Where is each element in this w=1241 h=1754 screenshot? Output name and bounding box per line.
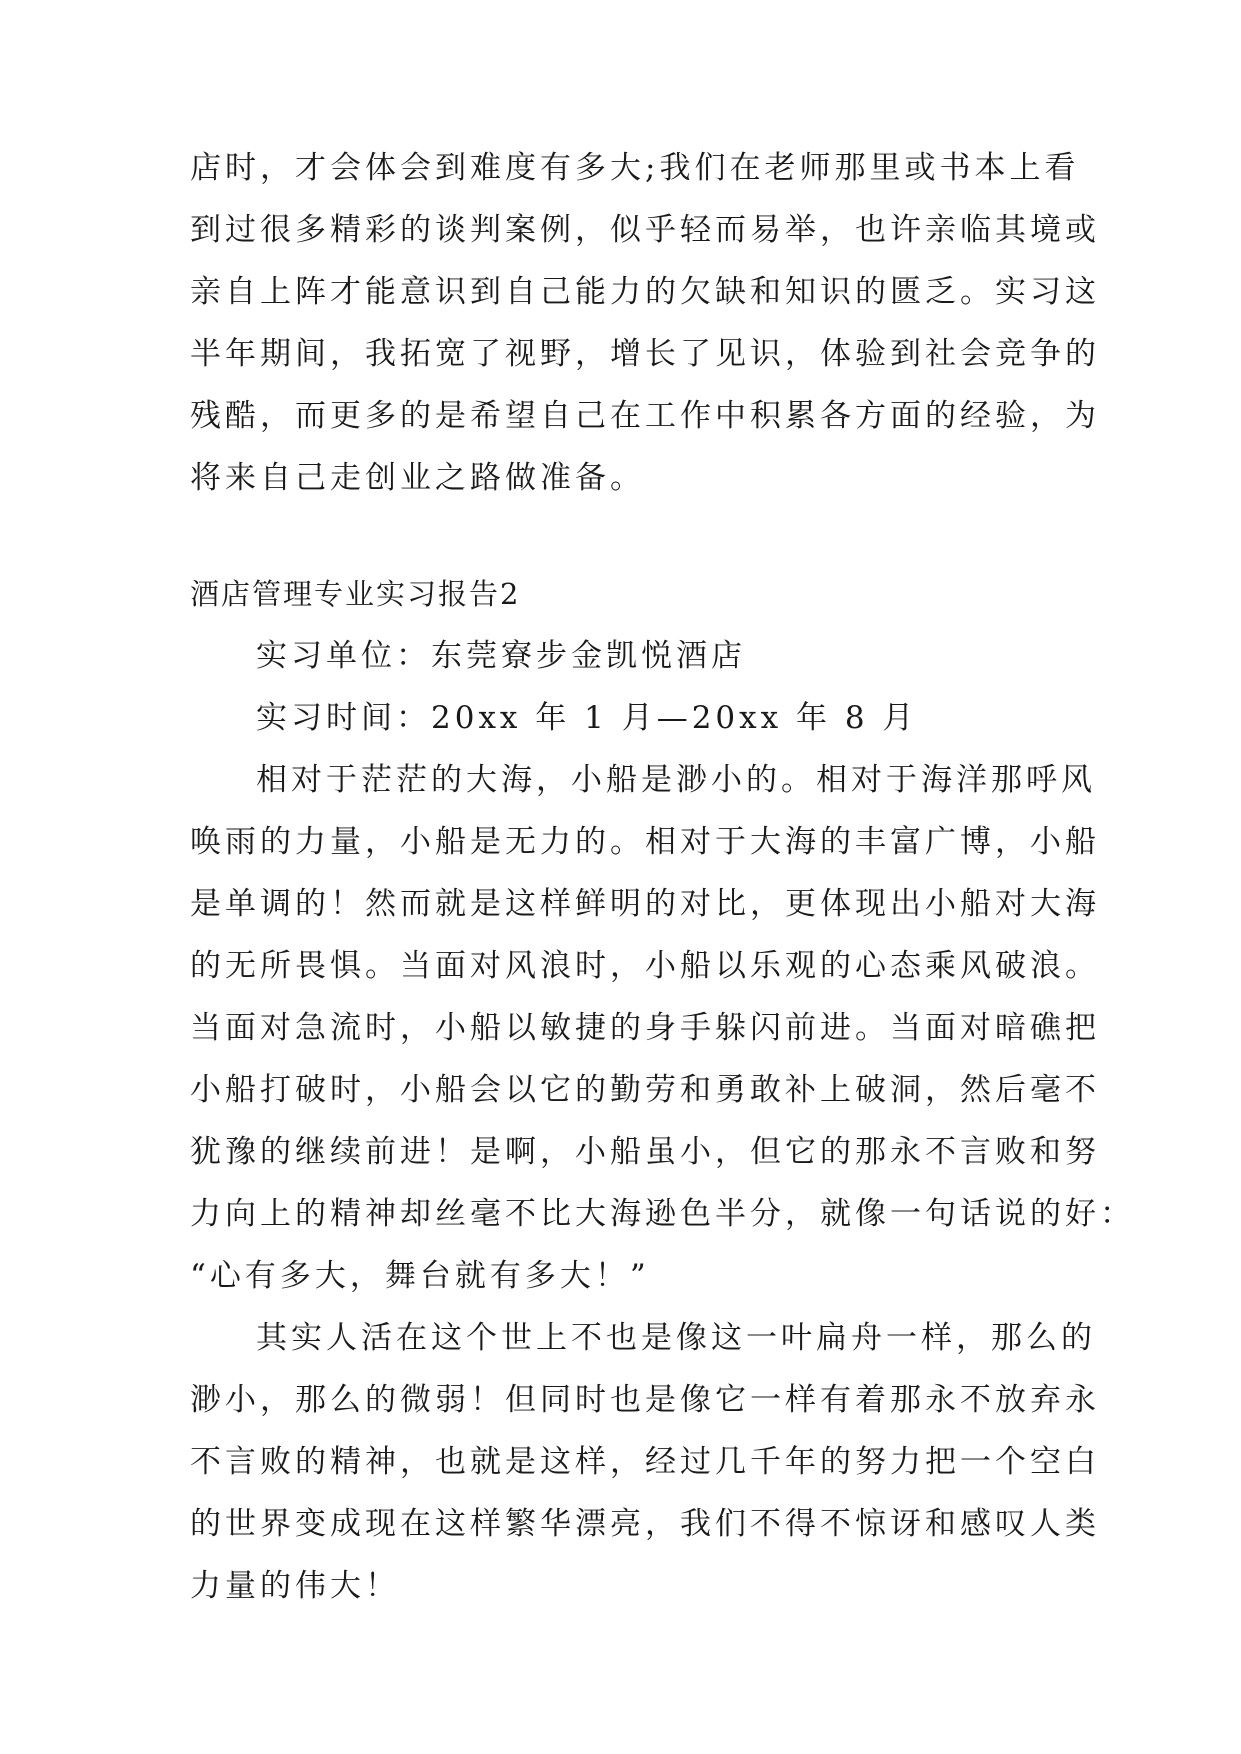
continued-paragraph xyxy=(190,137,1100,509)
section-heading: 酒店管理专业实习报告2 xyxy=(190,577,521,611)
text-line: 将来自己走创业之路做准备。 xyxy=(190,460,645,496)
text-line: 犹豫的继续前进！是啊，小船虽小，但它的那永不言败和努 xyxy=(190,1134,1100,1170)
text-line: “心有多大，舞台就有多大！” xyxy=(190,1258,650,1294)
text-line: 其实人活在这个世上不也是像这一叶扁舟一样，那么的 xyxy=(256,1320,1096,1356)
paragraph-1 xyxy=(190,749,1135,1307)
text-line: 唤雨的力量，小船是无力的。相对于大海的丰富广博，小船 xyxy=(190,824,1100,860)
text-line: 到过很多精彩的谈判案例，似乎轻而易举，也许亲临其境或 xyxy=(190,212,1100,248)
report-section xyxy=(190,563,1135,1617)
text-line: 不言败的精神，也就是这样，经过几千年的努力把一个空白 xyxy=(190,1444,1100,1480)
text-line: 小船打破时，小船会以它的勤劳和勇敢补上破洞，然后毫不 xyxy=(190,1072,1100,1108)
text-line: 渺小，那么的微弱！但同时也是像它一样有着那永不放弃永 xyxy=(190,1382,1100,1418)
text-line: 亲自上阵才能意识到自己能力的欠缺和知识的匮乏。实习这 xyxy=(190,274,1100,310)
text-line: 残酷，而更多的是希望自己在工作中积累各方面的经验，为 xyxy=(190,398,1100,434)
text-line: 的世界变成现在这样繁华漂亮，我们不得不惊讶和感叹人类 xyxy=(190,1506,1100,1542)
text-line: 相对于茫茫的大海，小船是渺小的。相对于海洋那呼风 xyxy=(256,762,1096,798)
text-line: 力量的伟大！ xyxy=(190,1568,400,1604)
internship-unit: 实习单位：东莞寮步金凯悦酒店 xyxy=(256,638,746,674)
internship-time: 实习时间：20xx 年 1 月—20xx 年 8 月 xyxy=(256,700,918,736)
text-line: 店时，才会体会到难度有多大;我们在老师那里或书本上看 xyxy=(190,150,1080,186)
text-line: 力向上的精神却丝毫不比大海逊色半分，就像一句话说的好： xyxy=(190,1196,1135,1232)
paragraph-2 xyxy=(190,1307,1100,1617)
text-line: 是单调的！然而就是这样鲜明的对比，更体现出小船对大海 xyxy=(190,886,1100,922)
text-line: 半年期间，我拓宽了视野，增长了见识，体验到社会竞争的 xyxy=(190,336,1100,372)
text-line: 当面对急流时，小船以敏捷的身手躲闪前进。当面对暗礁把 xyxy=(190,1010,1100,1046)
text-line: 的无所畏惧。当面对风浪时，小船以乐观的心态乘风破浪。 xyxy=(190,948,1100,984)
